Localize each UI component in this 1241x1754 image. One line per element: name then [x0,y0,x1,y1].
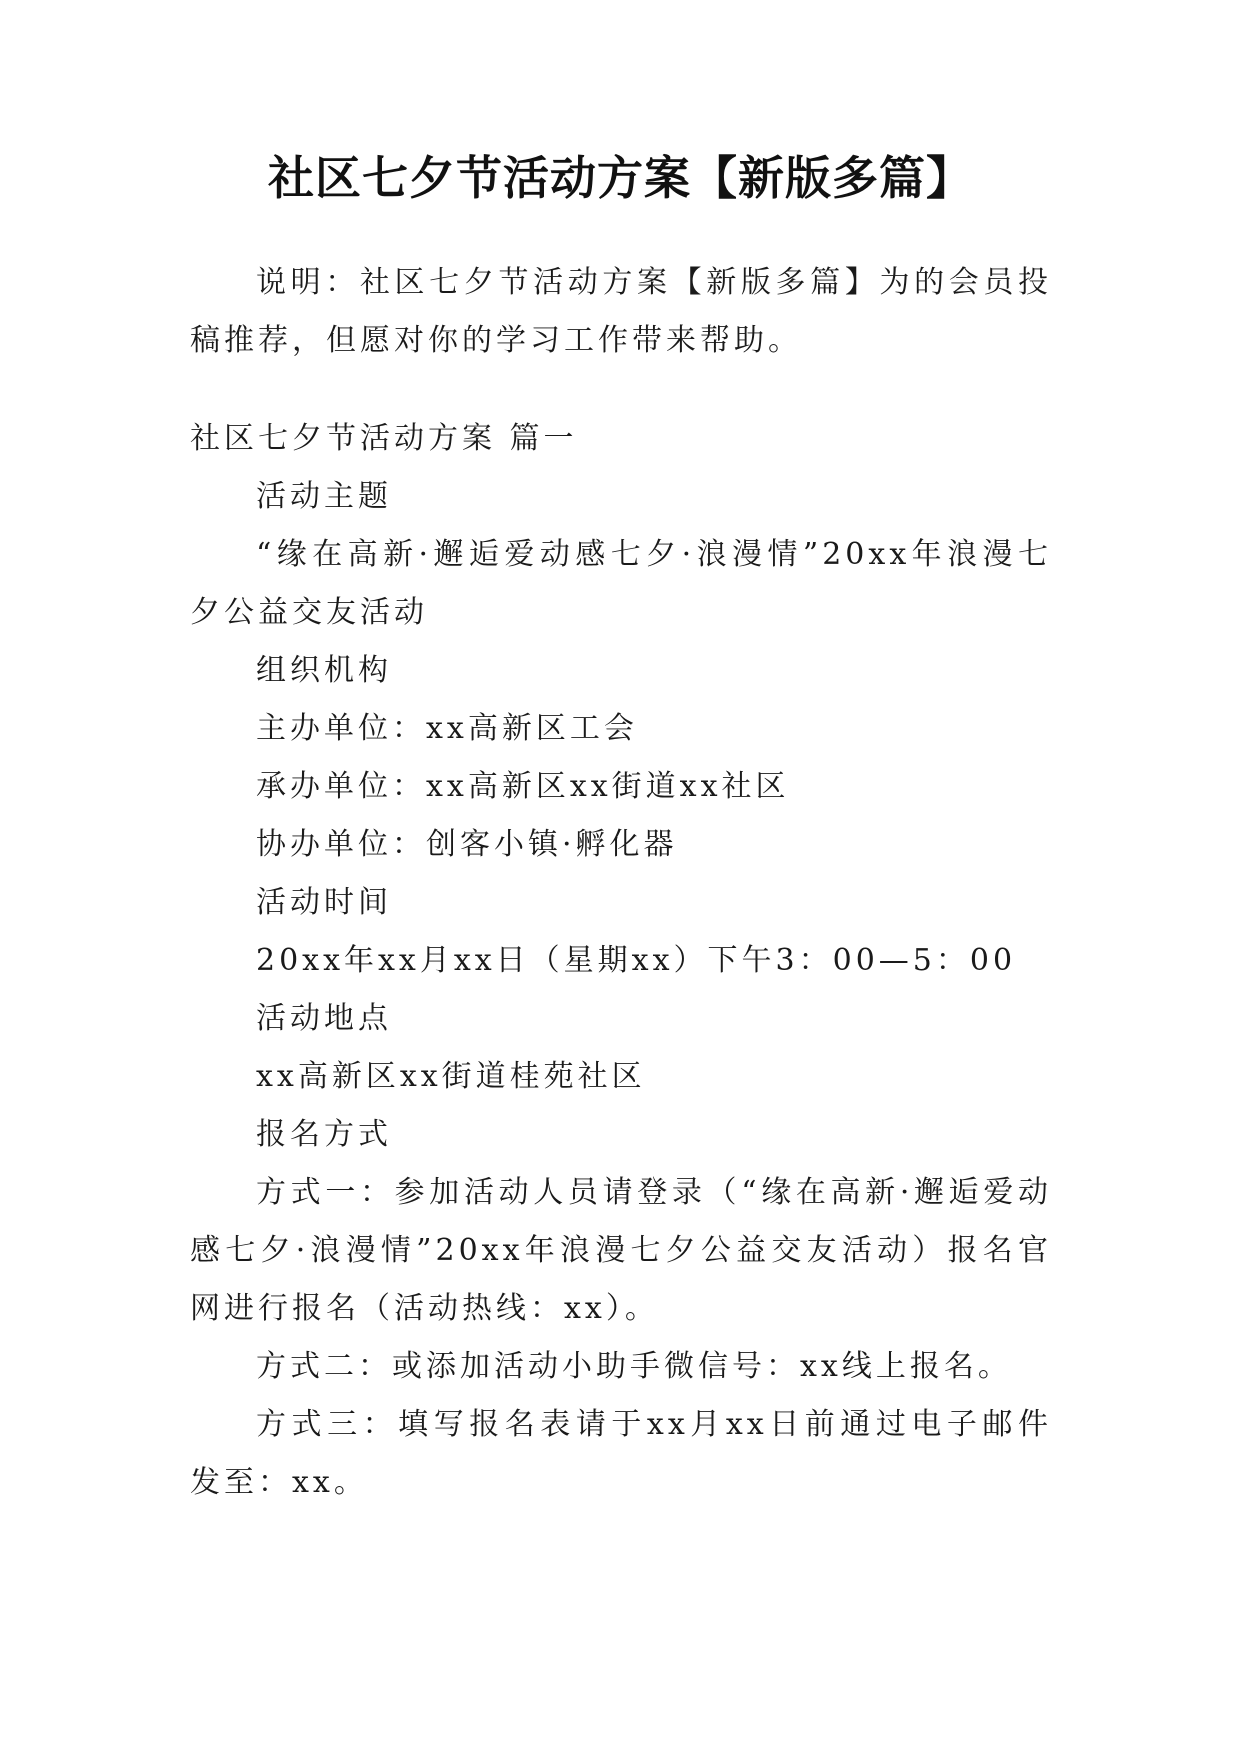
registration-method-two: 方式二：或添加活动小助手微信号：xx线上报名。 [256,1349,1012,1384]
section-heading: 社区七夕节活动方案 篇一 [190,421,578,456]
activity-location-text: xx高新区xx街道桂苑社区 [256,1059,646,1094]
section-one [190,410,1052,1512]
registration-method-three: 方式三：填写报名表请于xx月xx日前通过电子邮件发至：xx。 [190,1407,1052,1500]
heading-organization: 组织机构 [256,653,392,688]
heading-registration: 报名方式 [256,1117,392,1152]
organizer-cohost: 协办单位：创客小镇·孵化器 [256,827,678,862]
activity-theme-text: “缘在高新·邂逅爱动感七夕·浪漫情”20xx年浪漫七夕公益交友活动 [190,537,1052,630]
intro-paragraph [190,254,1052,370]
heading-activity-time: 活动时间 [256,885,392,920]
heading-activity-location: 活动地点 [256,1001,392,1036]
document-title: 社区七夕节活动方案【新版多篇】 [268,151,973,205]
intro-text: 说明：社区七夕节活动方案【新版多篇】为的会员投稿推荐，但愿对你的学习工作带来帮助。 [190,265,1052,358]
registration-method-one: 方式一：参加活动人员请登录（“缘在高新·邂逅爱动感七夕·浪漫情”20xx年浪漫七夕公益交友活动）报名官网进行报名（活动热线：xx）。 [190,1175,1052,1326]
organizer-undertaker: 承办单位：xx高新区xx街道xx社区 [256,769,790,804]
heading-activity-theme: 活动主题 [256,479,392,514]
activity-time-text: 20xx年xx月xx日（星期xx）下午3：00—5：00 [256,943,1017,978]
organizer-host: 主办单位：xx高新区工会 [256,711,638,746]
